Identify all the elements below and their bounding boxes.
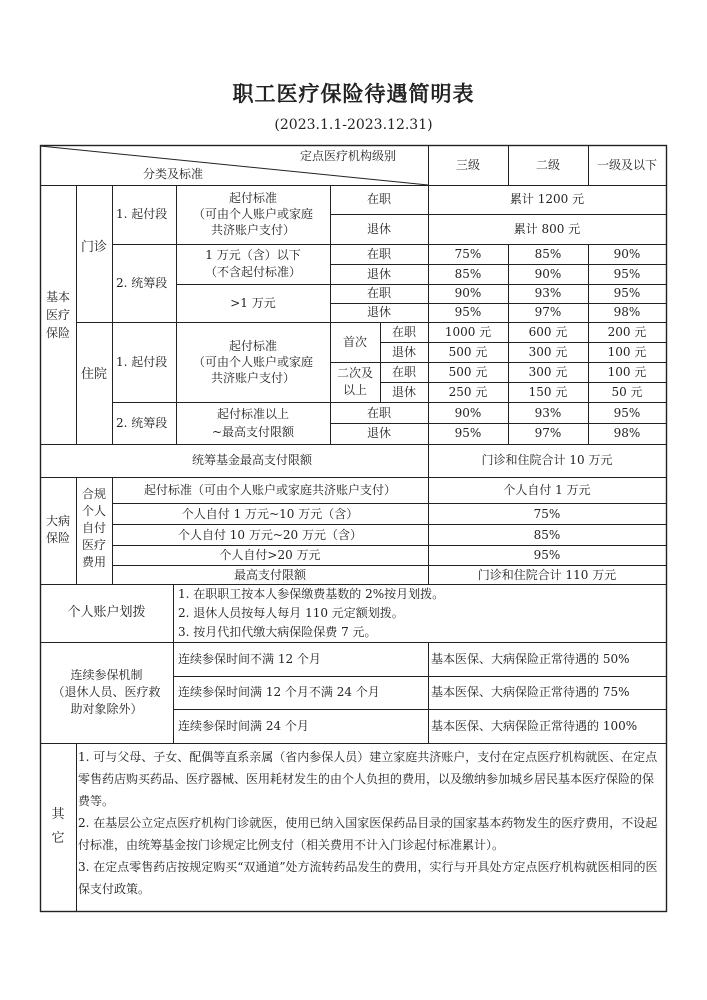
inpatient-second-label-1: 二次及 (336, 366, 373, 380)
inpatient-deductible-desc-2: （可由个人账户或家庭 (192, 355, 313, 369)
serious-row-3-value: 85% (533, 528, 561, 542)
serious-sub-label-2: 个人 (81, 504, 106, 518)
inpatient-pooling-r1-v1: 90% (454, 406, 482, 420)
inpatient-pooling-status-2: 退休 (366, 426, 391, 440)
outpatient-label: 门诊 (80, 240, 107, 255)
inpatient-second-r1-v3: 100 元 (607, 365, 647, 379)
serious-row-1-label: 起付标准（可由个人账户或家庭共济账户支付） (143, 483, 396, 497)
inpatient-first-status-1: 在职 (391, 325, 416, 339)
inpatient-second-r2-v3: 50 元 (611, 385, 643, 399)
outpatient-band1-desc-1: 1 万元（含）以下 (205, 248, 301, 262)
outpatient-band1-r2-v3: 95% (613, 267, 641, 281)
serious-sub-label-5: 费用 (81, 555, 106, 569)
outpatient-band1-r1-v1: 75% (454, 247, 482, 261)
inpatient-deductible-desc-3: 共济账户支付） (210, 371, 295, 385)
serious-row-1-value: 个人自付 1 万元 (503, 483, 591, 497)
inpatient-first-label: 首次 (342, 335, 367, 349)
inpatient-label: 住院 (80, 367, 107, 382)
outpatient-pooling-label: 2. 统筹段 (116, 276, 168, 290)
account-item-2: 2. 退休人员按每人每月 110 元定额划拨。 (178, 606, 404, 620)
serious-sub-label-3: 自付 (81, 521, 106, 535)
outpatient-band2-desc: >1 万元 (230, 296, 276, 310)
continuous-row-2-condition: 连续参保时间满 12 个月不满 24 个月 (178, 685, 380, 699)
outpatient-band1-r2-v2: 90% (534, 267, 562, 281)
outpatient-band1-r1-v2: 85% (534, 247, 562, 261)
outpatient-band2-status-1: 在职 (366, 286, 391, 300)
inpatient-deductible-label: 1. 起付段 (116, 355, 168, 369)
level-header-1: 三级 (455, 158, 480, 172)
level-header-2: 二级 (535, 158, 560, 172)
outpatient-deductible-desc-1: 起付标准 (228, 191, 277, 205)
period-subtitle: (2023.1.1-2023.12.31) (274, 117, 433, 133)
level-caption: 定点医疗机构级别 (300, 149, 397, 163)
account-item-3: 3. 按月代扣代缴大病保险保费 7 元。 (178, 625, 377, 639)
outpatient-deductible-label: 1. 起付段 (116, 207, 168, 221)
outpatient-band1-desc-2: （不含起付标准） (204, 265, 301, 279)
inpatient-first-r1-v3: 200 元 (607, 325, 647, 339)
serious-row-2-value: 75% (533, 507, 561, 521)
inpatient-second-status-1: 在职 (391, 365, 416, 379)
inpatient-second-status-2: 退休 (391, 385, 416, 399)
inpatient-pooling-desc-2: ~最高支付限额 (211, 425, 295, 439)
continuous-label-2: （退休人员、医疗救 (52, 685, 161, 699)
outpatient-deductible-value-2: 累计 800 元 (513, 222, 581, 236)
outpatient-band2-r1-v3: 95% (613, 286, 641, 300)
inpatient-pooling-r1-v3: 95% (613, 406, 641, 420)
inpatient-first-status-2: 退休 (391, 345, 416, 359)
continuous-row-2-result: 基本医保、大病保险正常待遇的 75% (431, 685, 630, 699)
other-label-2: 它 (51, 831, 65, 846)
outpatient-band2-r1-v2: 93% (534, 286, 562, 300)
inpatient-pooling-desc-1: 起付标准以上 (216, 407, 289, 421)
inpatient-second-r1-v2: 300 元 (528, 365, 568, 379)
fund-cap-value: 门诊和住院合计 10 万元 (481, 453, 613, 467)
other-note-1: 1. 可与父母、子女、配偶等直系亲属（省内参保人员）建立家庭共济账户，支付在定点医疗机构就医、在定点零售药店购买药品、医疗器械、医用耗材发生的由个人负担的费用，以及缴纳参加城乡居民基本医疗保险的保费等。 (78, 750, 658, 808)
serious-row-5-label: 最高支付限额 (233, 568, 306, 582)
inpatient-pooling-status-1: 在职 (366, 406, 391, 420)
serious-row-4-value: 95% (533, 548, 561, 562)
serious-row-5-value: 门诊和住院合计 110 万元 (477, 568, 617, 582)
inpatient-first-r1-v1: 1000 元 (444, 325, 492, 339)
outpatient-band1-status-1: 在职 (366, 247, 391, 261)
inpatient-second-r2-v1: 250 元 (448, 385, 488, 399)
inpatient-first-r2-v2: 300 元 (528, 345, 568, 359)
inpatient-first-r2-v3: 100 元 (607, 345, 647, 359)
other-notes (78, 746, 664, 900)
inpatient-deductible-desc-1: 起付标准 (228, 339, 277, 353)
inpatient-pooling-label: 2. 统筹段 (116, 416, 168, 430)
outpatient-band2-r1-v1: 90% (454, 286, 482, 300)
outpatient-band2-status-2: 退休 (366, 305, 391, 319)
fund-cap-label: 统筹基金最高支付限额 (191, 453, 312, 467)
inpatient-second-r2-v2: 150 元 (528, 385, 568, 399)
outpatient-band1-status-2: 退休 (366, 267, 391, 281)
outpatient-band1-r2-v1: 85% (454, 267, 482, 281)
outpatient-band2-r2-v3: 98% (613, 305, 641, 319)
continuous-label-3: 助对象除外） (70, 702, 143, 716)
inpatient-second-r1-v1: 500 元 (448, 365, 488, 379)
other-note-2: 2. 在基层公立定点医疗机构门诊就医，使用已纳入国家医保药品目录的国家基本药物发生的医疗费用，不设起付标准，由统筹基金按门诊规定比例支付（相关费用不计入门诊起付标准累计）。 (78, 816, 658, 852)
continuous-row-3-condition: 连续参保时间满 24 个月 (178, 719, 309, 733)
inpatient-first-r2-v1: 500 元 (448, 345, 488, 359)
continuous-row-3-result: 基本医保、大病保险正常待遇的 100% (431, 719, 638, 733)
page-title: 职工医疗保险待遇简明表 (232, 82, 475, 106)
serious-label-1: 大病 (45, 514, 70, 528)
basic-insurance-label: 基本医疗保险 (45, 290, 70, 340)
inpatient-pooling-r1-v2: 93% (534, 406, 562, 420)
serious-sub-label-4: 医疗 (81, 538, 106, 552)
outpatient-deductible-status-2: 退休 (366, 222, 391, 236)
continuous-label-1: 连续参保机制 (70, 668, 143, 682)
inpatient-first-r1-v2: 600 元 (528, 325, 568, 339)
serious-row-2-label: 个人自付 1 万元~10 万元（含） (181, 507, 359, 521)
level-header-3: 一级及以下 (596, 158, 657, 172)
outpatient-band1-r1-v3: 90% (613, 247, 641, 261)
serious-row-3-label: 个人自付 10 万元~20 万元（含） (177, 528, 363, 542)
continuous-row-1-condition: 连续参保时间不满 12 个月 (178, 652, 321, 666)
outpatient-band2-r2-v1: 95% (454, 305, 482, 319)
serious-label-2: 保险 (45, 531, 70, 545)
serious-sub-label-1: 合规 (81, 487, 106, 501)
inpatient-second-label-2: 以上 (342, 383, 367, 397)
inpatient-pooling-r2-v1: 95% (454, 426, 482, 440)
other-label-1: 其 (51, 807, 65, 822)
outpatient-deductible-status-1: 在职 (366, 192, 391, 206)
outpatient-deductible-value-1: 累计 1200 元 (509, 192, 585, 206)
category-caption: 分类及标准 (143, 167, 204, 181)
account-label: 个人账户划拨 (67, 605, 146, 620)
continuous-row-1-result: 基本医保、大病保险正常待遇的 50% (431, 652, 630, 666)
account-item-1: 1. 在职职工按本人参保缴费基数的 2%按月划拨。 (178, 587, 445, 601)
other-note-3: 3. 在定点零售药店按规定购买“双通道”处方流转药品发生的费用，实行与开具处方定点医疗机构就医相同的医保支付政策。 (78, 860, 658, 896)
outpatient-deductible-desc-3: 共济账户支付） (210, 223, 295, 237)
inpatient-pooling-r2-v2: 97% (534, 426, 562, 440)
outpatient-band2-r2-v2: 97% (534, 305, 562, 319)
inpatient-pooling-r2-v3: 98% (613, 426, 641, 440)
outpatient-deductible-desc-2: （可由个人账户或家庭 (192, 207, 313, 221)
serious-row-4-label: 个人自付>20 万元 (219, 548, 321, 562)
